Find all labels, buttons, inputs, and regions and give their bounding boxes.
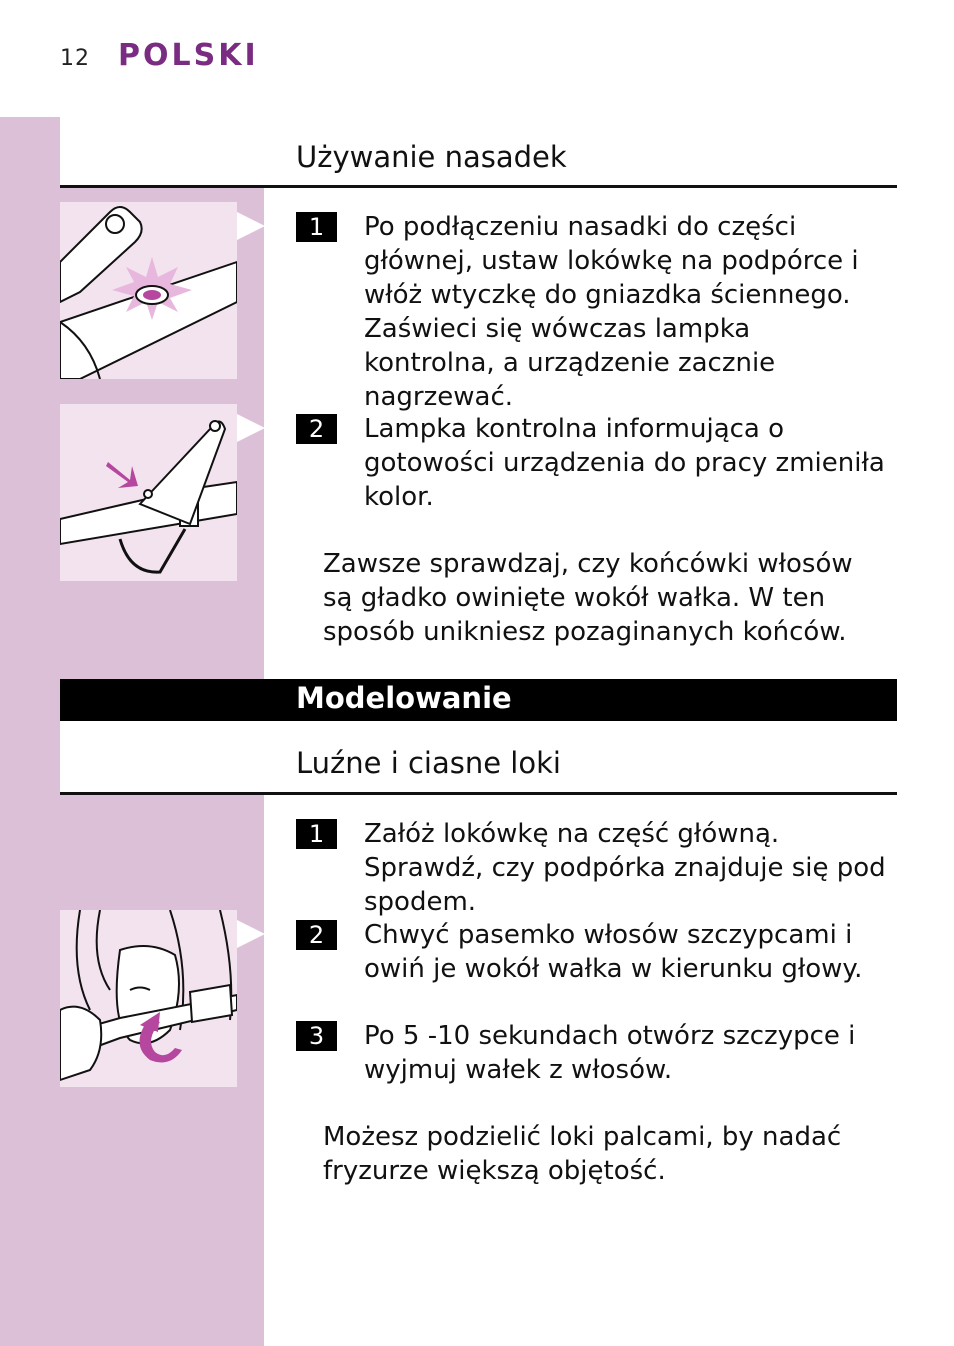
heading-band [60, 721, 264, 793]
illustration-pointer [237, 414, 265, 442]
tip-text: Zawsze sprawdzaj, czy końcówki włosów są gładko owinięte wokół wałka. W ten sposób unikniesz pozaginanych końców. [323, 549, 853, 647]
step-number: 1 [296, 819, 337, 849]
step-text: Po 5 -10 sekundach otwórz szczypce i wyjmuj wałek z włosów. [364, 1021, 856, 1085]
step-number: 3 [296, 1021, 337, 1051]
step-text: Po podłączeniu nasadki do części głównej, ustaw lokówkę na podpórce i włóż wtyczkę do gniazdka ściennego. Zaświeci się wówczas lampka kontrolna, a urządzenie zacznie nagrzewać. [364, 212, 859, 412]
step-text: Chwyć pasemko włosów szczypcami i owiń je wokół wałka w kierunku głowy. [364, 920, 863, 984]
illustration-pointer [237, 212, 265, 240]
curling-hair-illustration [60, 910, 237, 1087]
step-number: 2 [296, 920, 337, 950]
section-subtitle: Luźne i ciasne loki [296, 746, 561, 780]
section-bar [60, 679, 897, 721]
step-text: Załóż lokówkę na część główną. Sprawdź, czy podpórka znajduje się pod spodem. [364, 819, 886, 917]
heading-band [60, 117, 264, 185]
tip-text: Możesz podzielić loki palcami, by nadać fryzurze większą objętość. [323, 1122, 842, 1186]
section-title: Używanie nasadek [296, 140, 567, 174]
step-number: 1 [296, 212, 337, 242]
illustration-pointer [237, 920, 265, 948]
section-rule [60, 792, 897, 795]
section-bar-title: Modelowanie [296, 681, 512, 715]
page-number: 12 [60, 46, 90, 71]
curler-arrow-illustration [60, 404, 237, 581]
section-rule [60, 185, 897, 188]
step-number: 2 [296, 414, 337, 444]
language-title: POLSKI [118, 38, 259, 73]
step-text: Lampka kontrolna informująca o gotowości urządzenia do pracy zmieniła kolor. [364, 414, 885, 512]
pilot-light-illustration [60, 202, 237, 379]
